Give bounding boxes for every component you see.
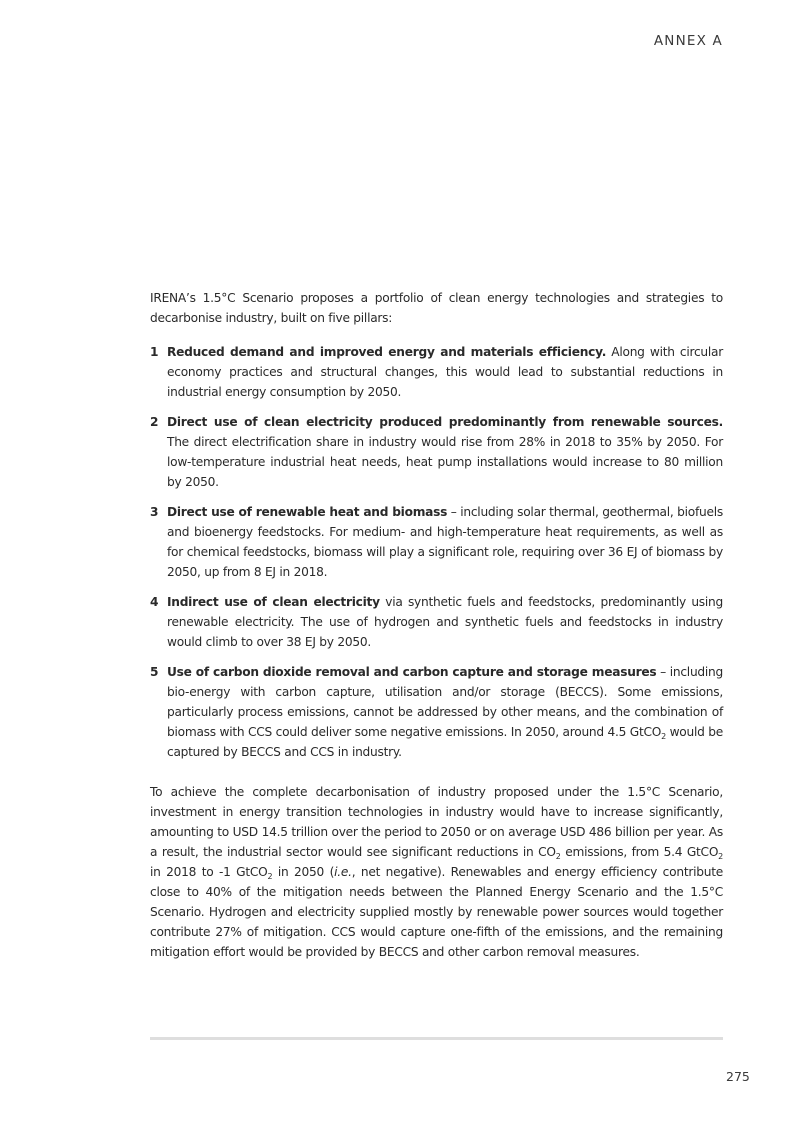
pillar-item bbox=[150, 342, 723, 402]
outro-text: To achieve the complete decarbonisation of industry proposed under the 1.5°C Scenario, investment in energy transition technologies in industry would have to increase significantly, amounting to USD 14.5 trillion over the period to 2050 or on average USD 486 billion per year. As a result, the industrial sector would see significant reductions in CO bbox=[150, 785, 723, 859]
outro-text: in 2050 ( bbox=[272, 865, 335, 879]
footer-divider bbox=[150, 1037, 723, 1040]
subscript: 2 bbox=[267, 872, 273, 881]
pillar-item bbox=[150, 412, 723, 492]
main-content bbox=[150, 288, 723, 962]
pillar-text: The direct electrification share in industry would rise from 28% in 2018 to 35% by 2050. For low-temperature industrial heat needs, heat pump installations would increase to 80 million by 2050. bbox=[167, 435, 723, 489]
pillar-title: Direct use of clean electricity produced predominantly from renewable sources. bbox=[167, 415, 723, 429]
pillar-text: – including solar thermal, geothermal, biofuels and bioenergy feedstocks. For medium- and high-temperature heat requirements, as well as for chemical feedstocks, biomass will play a significant role, requiring over 36 EJ of biomass by 2050, up from 8 EJ in 2018. bbox=[167, 505, 723, 579]
intro-paragraph: IRENA’s 1.5°C Scenario proposes a portfolio of clean energy technologies and strategies to decarbonise industry, built on five pillars: bbox=[150, 291, 723, 325]
page-number: 275 bbox=[726, 1069, 750, 1084]
outro-text: emissions, from 5.4 GtCO bbox=[560, 845, 719, 859]
outro-text: , net negative). Renewables and energy efficiency contribute close to 40% of the mitigation needs between the Planned Energy Scenario and the 1.5°C Scenario. Hydrogen and electricity supplied mostly by renewable power sources would together contribute 27% of mitigation. CCS would capture one-fifth of the emissions, and the remaining mitigation effort would be provided by BECCS and other carbon removal measures. bbox=[150, 865, 723, 959]
subscript: 2 bbox=[661, 732, 666, 741]
pillar-item bbox=[150, 502, 723, 582]
pillar-item bbox=[150, 662, 723, 762]
outro-paragraph bbox=[150, 782, 723, 962]
italic-text: i.e. bbox=[334, 865, 352, 879]
outro-text: in 2018 to -1 GtCO bbox=[150, 865, 268, 879]
pillar-text: – including bio-energy with carbon capture, utilisation and/or storage (BECCS). Some emissions, particularly process emissions, cannot be addressed by other means, and the combination of biomass with CCS could deliver some negative emissions. In 2050, around 4.5 GtCO bbox=[167, 665, 723, 739]
pillar-number: 1 bbox=[150, 345, 159, 359]
pillar-number: 4 bbox=[150, 595, 159, 609]
pillar-title: Use of carbon dioxide removal and carbon capture and storage measures bbox=[167, 665, 657, 679]
pillar-title: Direct use of renewable heat and biomass bbox=[167, 505, 448, 519]
pillar-number: 5 bbox=[150, 665, 159, 679]
subscript: 2 bbox=[718, 852, 724, 861]
pillar-title: Reduced demand and improved energy and materials efficiency. bbox=[167, 345, 607, 359]
pillar-item bbox=[150, 592, 723, 652]
pillar-text: would be captured by BECCS and CCS in industry. bbox=[167, 725, 723, 759]
pillars-list bbox=[150, 342, 723, 762]
pillar-number: 2 bbox=[150, 415, 159, 429]
pillar-number: 3 bbox=[150, 505, 159, 519]
subscript: 2 bbox=[555, 852, 561, 861]
pillar-text: via synthetic fuels and feedstocks, predominantly using renewable electricity. The use of hydrogen and synthetic fuels and feedstocks in industry would climb to over 38 EJ by 2050. bbox=[167, 595, 723, 649]
section-header: ANNEX A bbox=[653, 33, 723, 49]
pillar-text: Along with circular economy practices and structural changes, this would lead to substantial reductions in industrial energy consumption by 2050. bbox=[167, 345, 723, 399]
pillar-title: Indirect use of clean electricity bbox=[167, 595, 380, 609]
